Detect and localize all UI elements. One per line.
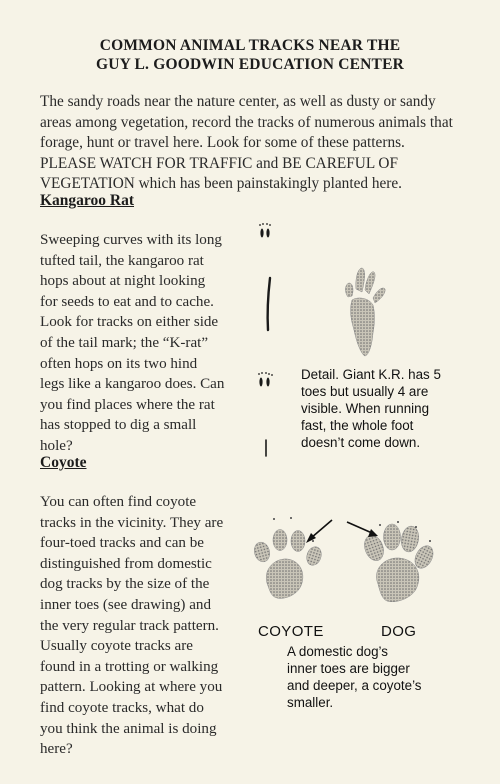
coyote-line: dog tracks by the size of the xyxy=(40,576,210,593)
kangaroo-rat-foot-detail-icon xyxy=(345,268,385,356)
dog-label: DOG xyxy=(381,623,417,640)
coyote-line: find coyote tracks, what do xyxy=(40,699,204,716)
kangaroo-rat-line: hole? xyxy=(40,437,73,454)
kangaroo-rat-line: often hops on its two hind xyxy=(40,355,198,372)
kangaroo-rat-line: legs like a kangaroo does. Can xyxy=(40,376,225,393)
coyote-line: four-toed tracks and can be xyxy=(40,535,204,552)
dog-pointer-arrow-icon xyxy=(347,522,378,537)
intro-line: areas among vegetation, record the tracks of numerous animals that xyxy=(40,113,453,131)
caption-line: smaller. xyxy=(287,695,334,710)
coyote-line: pattern. Looking at where you xyxy=(40,679,223,696)
coyote-line: the very regular track pattern. xyxy=(40,617,219,634)
kangaroo-rat-line: Look for tracks on either side xyxy=(40,314,219,331)
coyote-line: You can often find coyote xyxy=(40,494,197,510)
coyote-line: tracks in the vicinity. They are xyxy=(40,514,224,531)
intro-paragraph xyxy=(40,92,470,195)
coyote-line: distinguished from domestic xyxy=(40,555,212,572)
caption-line: Detail. Giant K.R. has 5 xyxy=(301,367,441,382)
title-line-1: COMMON ANIMAL TRACKS NEAR THE xyxy=(99,37,401,54)
caption-line: visible. When running xyxy=(301,401,430,416)
intro-line: VEGETATION which has been painstakingly planted here. xyxy=(40,175,402,192)
dog-coyote-caption xyxy=(287,643,467,711)
intro-line: The sandy roads near the nature center, as well as dusty or sandy xyxy=(40,93,436,110)
kangaroo-rat-line: has stopped to dig a small xyxy=(40,417,197,434)
coyote-label: COYOTE xyxy=(258,623,324,640)
caption-line: A domestic dog’s xyxy=(287,644,388,659)
page-title xyxy=(30,36,470,74)
caption-line: and deeper, a coyote’s xyxy=(287,678,422,693)
coyote-line: inner toes (see drawing) and xyxy=(40,596,211,613)
kangaroo-rat-line: of the tail mark; the “K-rat” xyxy=(40,334,209,351)
kangaroo-rat-line: Sweeping curves with its long xyxy=(40,232,222,248)
coyote-paragraph xyxy=(40,492,265,760)
kangaroo-rat-heading: Kangaroo Rat xyxy=(40,192,135,209)
coyote-line: found in a trotting or walking xyxy=(40,658,219,675)
caption-line: doesn’t come down. xyxy=(301,435,421,450)
kangaroo-rat-detail-caption xyxy=(301,366,476,451)
kangaroo-rat-paragraph xyxy=(40,230,270,457)
coyote-heading: Coyote xyxy=(40,454,87,471)
dog-track-icon xyxy=(361,521,437,602)
coyote-line: Usually coyote tracks are xyxy=(40,638,193,655)
kangaroo-rat-line: tufted tail, the kangaroo rat xyxy=(40,252,204,269)
intro-line: forage, hunt or travel here. Look for some of these patterns. xyxy=(40,134,405,151)
kangaroo-rat-line: hops about at night looking xyxy=(40,273,206,290)
kangaroo-rat-line: for seeds to eat and to cache. xyxy=(40,293,214,310)
coyote-line: here? xyxy=(40,741,73,758)
caption-line: toes but usually 4 are xyxy=(301,384,429,399)
caption-line: fast, the whole foot xyxy=(301,418,414,433)
title-line-2: GUY L. GOODWIN EDUCATION CENTER xyxy=(95,56,405,73)
caption-line: inner toes are bigger xyxy=(287,661,410,676)
coyote-line: you think the animal is doing xyxy=(40,720,217,737)
coyote-pointer-arrow-icon xyxy=(306,520,332,543)
intro-line: PLEASE WATCH FOR TRAFFIC and BE CAREFUL OF xyxy=(40,154,398,172)
kangaroo-rat-line: you find places where the rat xyxy=(40,396,215,413)
